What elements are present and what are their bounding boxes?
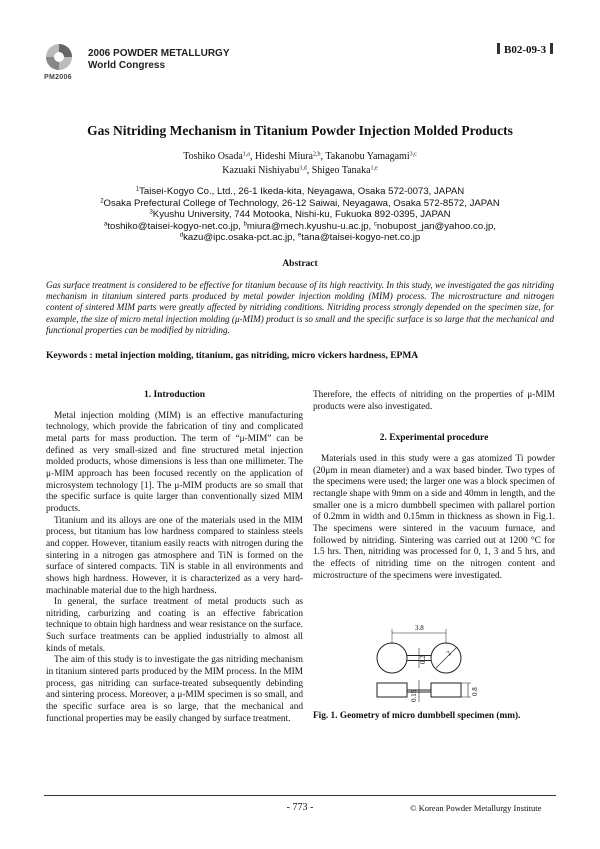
intro-paragraph-4: The aim of this study is to investigate the gas nitriding mechanism in titanium sintered parts produced by the MIM process. In the MIM process, gas nitriding can surface-treated subsequently debinding and sintering process. Moreover, a μ-MIM specimen is so small, and the specific surface area is so large, that the mechanical and functional properties may be easily changed by surface treatment. [46,655,303,724]
authors-line-1: Toshiko Osada$^{1,a}$, Hideshi Miura$^{2,b}$, Takanobu Yamagami$^{3,c}$ [183,151,417,162]
section-heading-introduction: 1. Introduction [143,390,206,400]
dim-label-height: 0.8 [471,687,479,696]
conference-line-1: 2006 POWDER METALLURGY [88,48,230,59]
paper-title: Gas Nitriding Mechanism in Titanium Powder Injection Molded Products [87,123,513,138]
dim-label-length: 3.8 [415,624,424,632]
dim-label-width: 0.2 [419,655,427,664]
figure-caption: Fig. 1. Geometry of micro dumbbell specimen (mm). [313,711,521,721]
author-list [0,150,600,178]
intro-continuation: Therefore, the effects of nitriding on the properties of μ-MIM products were also investigated. [313,390,555,412]
email-e[interactable]: tana@taisei-kogyo-net.co.jp [301,232,421,244]
abstract-heading: Abstract [282,259,318,269]
authors-line-2: Kazuaki Nishiyabu$^{3,d}$, Shigeo Tanaka$^{1,e}$ [222,165,378,176]
dim-label-thickness: 0.15 [410,689,418,702]
intro-paragraph-3: In general, the surface treatment of metal products such as nitriding, carburizing and coating is an effective fabrication technique to obtain high hardness and wear resistance on the surface. Such surface treatments can be applied industrially to almost all kinds of metals. [46,597,303,654]
emails-line-1: $^a$toshiko@taisei-kogyo-net.co.jp, $^b$miura@mech.kyushu-u.ac.jp, $^c$nobupost_jan@yahoo.co.jp, [104,220,496,232]
keywords: Keywords : metal injection molding, titanium, gas nitriding, micro vickers hardness, EPMA [46,351,419,361]
code-bar-right [550,43,553,54]
email-a[interactable]: toshiko@taisei-kogyo-net.co.jp, [107,220,244,232]
affiliation-3: $^3$Kyushu University, 744 Motooka, Nishi-ku, Fukuoka 892-0395, JAPAN [149,209,451,221]
author-1: Toshiko Osada [183,151,243,162]
emails-line-2: $^d$kazu@ipc.osaka-pct.ac.jp, $^e$tana@taisei-kogyo-net.co.jp [179,232,421,244]
experimental-paragraph-1: Materials used in this study were a gas atomized Ti powder (20μm in mean diameter) and a wax based binder. Two types of the specimens were used; the larger one was a block specimen of rectangle shape with 9mm on a side and 40mm in length, and the smaller one is a micro dumbbell specimen with pallarel portion of 0.2mm in width and 0.15mm in thickness as shown in Fig.1. The specimens were sintered in the vacuum furnace, and followed by nitriding. Sintering was carried out at 1200 °C for 1.5 hrs. Then, nitriding was processed for 0, 1, 3 and 5 hrs, and the effects of nitriding time on the nitrogen content and microstructure of the specimens were investigated. [313,453,555,581]
footer-divider [44,795,556,796]
author-3: Takanobu Yamagami [325,151,410,162]
author-2: Hideshi Miura [254,151,313,162]
author-4: Kazuaki Nishiyabu [222,165,300,176]
dumbbell-geometry-figure [370,620,490,710]
code-bar-left [497,43,500,54]
paper-code-text: B02-09-3 [504,44,547,56]
email-b[interactable]: miura@mech.kyushu-u.ac.jp, [246,220,374,232]
paper-code [493,43,557,56]
conference-line-2: World Congress [88,59,166,71]
pm2006-logo-icon [44,42,74,72]
email-c[interactable]: nobupost_jan@yahoo.co.jp, [376,220,496,232]
conference-name [88,48,230,71]
page-number: - 773 - [286,802,314,813]
right-column [313,390,555,582]
dim-label-diameter: 2 [444,649,453,658]
author-5: Shigeo Tanaka [311,165,371,176]
left-column [46,390,303,725]
intro-paragraph-1: Metal injection molding (MIM) is an effective manufacturing technology, which provide the fabrication of tiny and complicated metal parts for mass production. The term of “μ-MIM” can be defined as very small-sized and fine structured metal injection molded products, whose dimensions is less than one millimeter. The μ-MIM approach has been focused recently on the application of microsystem technology [1]. The μ-MIM products are so small that the specific surface is quite larger than conventionally sized MIM products. [46,410,303,514]
section-heading-experimental: 2. Experimental procedure [379,433,489,444]
intro-paragraph-2: Titanium and its alloys are one of the materials used in the MIM process, but titanium has low hardness compared to stainless steels and copper. However, titanium easily reacts with nitrogen during the sintering in a nitrogen gas atmosphere and TiN is formed on the surface of sintered compacts. TiN is stable in all environments and shows high hardness. However, it is characterized as a very hard-machinable material due to the high hardness. [46,515,303,596]
affiliation-1: $^1$Taisei-Kogyo Co., Ltd., 26-1 Ikeda-kita, Neyagawa, Osaka 572-0073, JAPAN [135,186,465,197]
logo-text: PM2006 [44,74,72,81]
copyright-notice: © Korean Powder Metallurgy Institute [410,803,542,813]
abstract-text: Gas surface treatment is considered to be effective for titanium because of its high reactivity. In this study, we investigated the gas nitriding mechanism in titanium sintered parts produced by metal powder injection molding (MIM) process. The microstructure and nitrogen content of sintered MIM parts were greatly affected by nitriding conditions. Nitriding process strongly depended on the specimen size, for example, the size of micro metal injection molding (μ-MIM) product is so small and the specific surface is so large that the mechanical and functional properties can be modified by nitriding. [46,280,554,335]
affiliation-2: $^2$Osaka Prefectural College of Technology, 26-12 Saiwai, Neyagawa, Osaka 572-8572, JAPAN [100,197,500,209]
affiliations [0,186,600,244]
email-d[interactable]: kazu@ipc.osaka-pct.ac.jp, [183,232,298,244]
